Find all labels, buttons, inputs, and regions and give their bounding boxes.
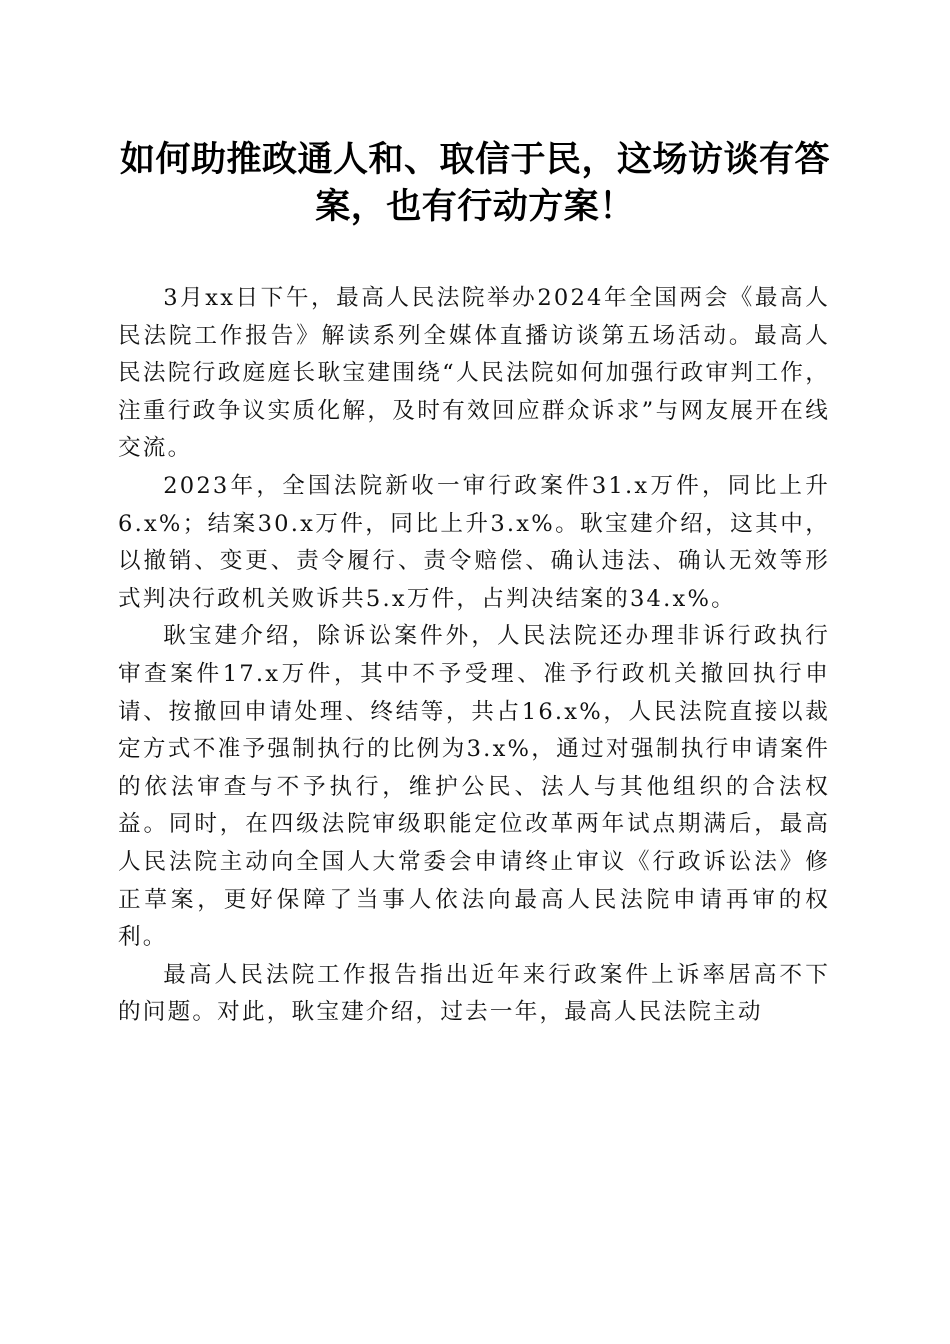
paragraph-2: 2023年，全国法院新收一审行政案件31.x万件，同比上升6.x%；结案30.x万件，同比上升3.x%。耿宝建介绍，这其中，以撤销、变更、责令履行、责令赔偿、确认违法、确认无效等形式判决行政机关败诉共5.x万件，占判决结案的34.x%。 [118, 472, 830, 612]
paragraph-3: 耿宝建介绍，除诉讼案件外，人民法院还办理非诉行政执行审查案件17.x万件，其中不予受理、准予行政机关撤回执行申请、按撤回申请处理、终结等，共占16.x%，人民法院直接以裁定方式不准予强制执行的比例为3.x%，通过对强制执行申请案件的依法审查与不予执行，维护公民、法人与其他组织的合法权益。同时，在四级法院审级职能定位改革两年试点期满后，最高人民法院主动向全国人大常委会申请终止审议《行政诉讼法》修正草案，更好保障了当事人依法向最高人民法院申请再审的权利。 [118, 623, 830, 951]
paragraph-4: 最高人民法院工作报告指出近年来行政案件上诉率居高不下的问题。对此，耿宝建介绍，过去一年，最高人民法院主动 [118, 961, 830, 1026]
paragraph-1: 3月xx日下午，最高人民法院举办2024年全国两会《最高人民法院工作报告》解读系列全媒体直播访谈第五场活动。最高人民法院行政庭庭长耿宝建围绕“人民法院如何加强行政审判工作，注重行政争议实质化解，及时有效回应群众诉求”与网友展开在线交流。 [118, 285, 830, 462]
document-body [118, 280, 830, 1032]
document-title: 如何助推政通人和、取信于民，这场访谈有答案，也有行动方案！ [119, 139, 830, 227]
